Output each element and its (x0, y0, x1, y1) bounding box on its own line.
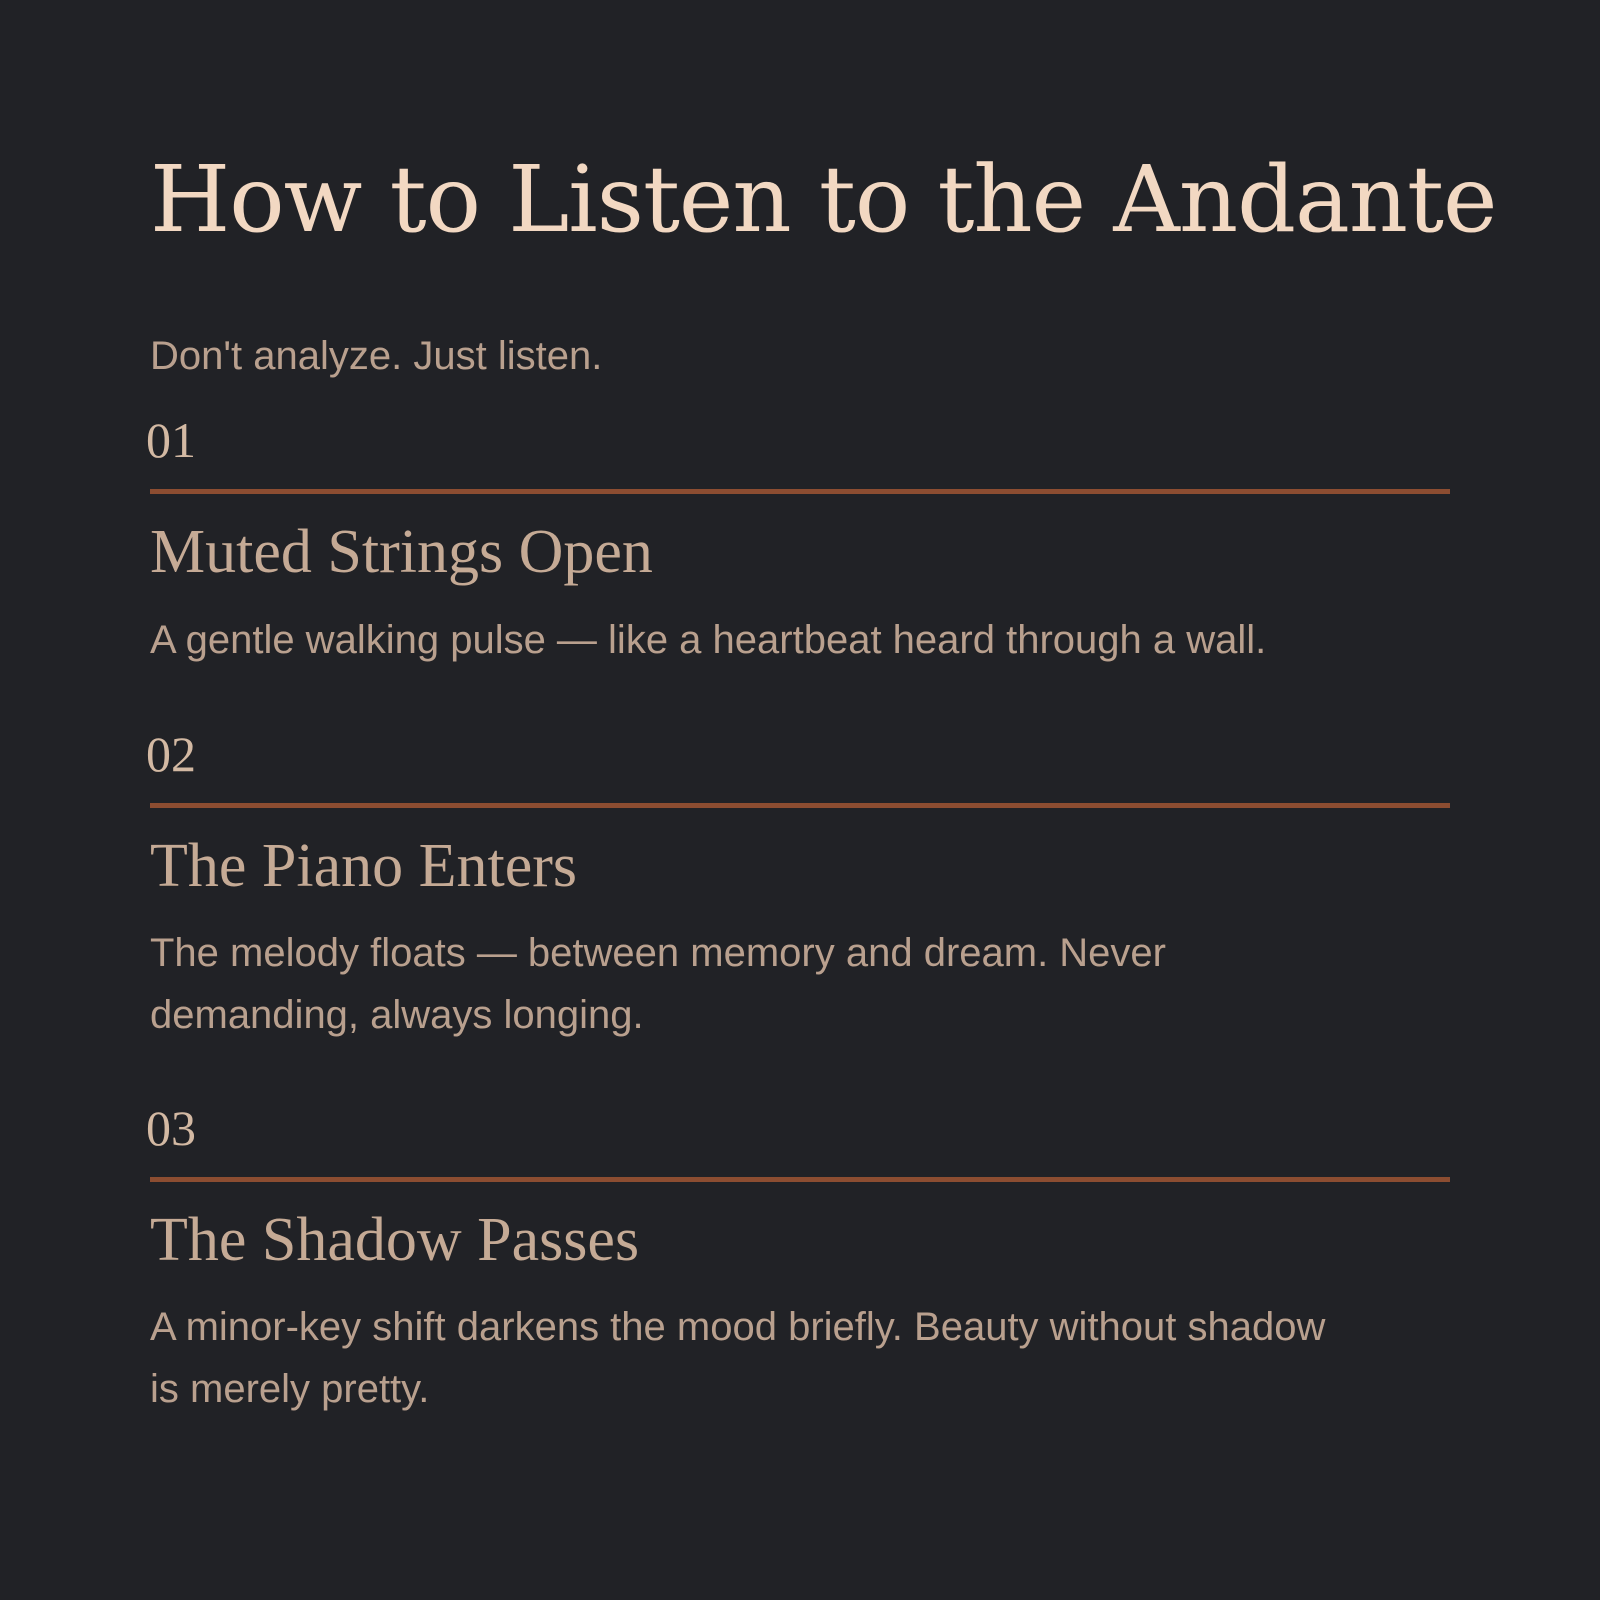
step-heading: The Shadow Passes (150, 1206, 640, 1274)
step-divider (150, 803, 1450, 808)
step-description: The melody floats — between memory and dream. Never demanding, always longing. (150, 931, 1166, 1037)
page-subtitle: Don't analyze. Just listen. (150, 334, 603, 378)
step-number: 03 (146, 1100, 196, 1156)
step-divider (150, 489, 1450, 494)
step-description: A minor-key shift darkens the mood briefly. Beauty without shadow is merely pretty. (150, 1305, 1326, 1411)
step-divider (150, 1177, 1450, 1182)
step-description: A gentle walking pulse — like a heartbeat heard through a wall. (150, 618, 1267, 662)
page-title: How to Listen to the Andante (150, 146, 1497, 253)
step-heading: The Piano Enters (150, 832, 578, 900)
step-heading: Muted Strings Open (150, 518, 653, 586)
step-number: 01 (146, 412, 196, 468)
step-number: 02 (146, 726, 196, 782)
